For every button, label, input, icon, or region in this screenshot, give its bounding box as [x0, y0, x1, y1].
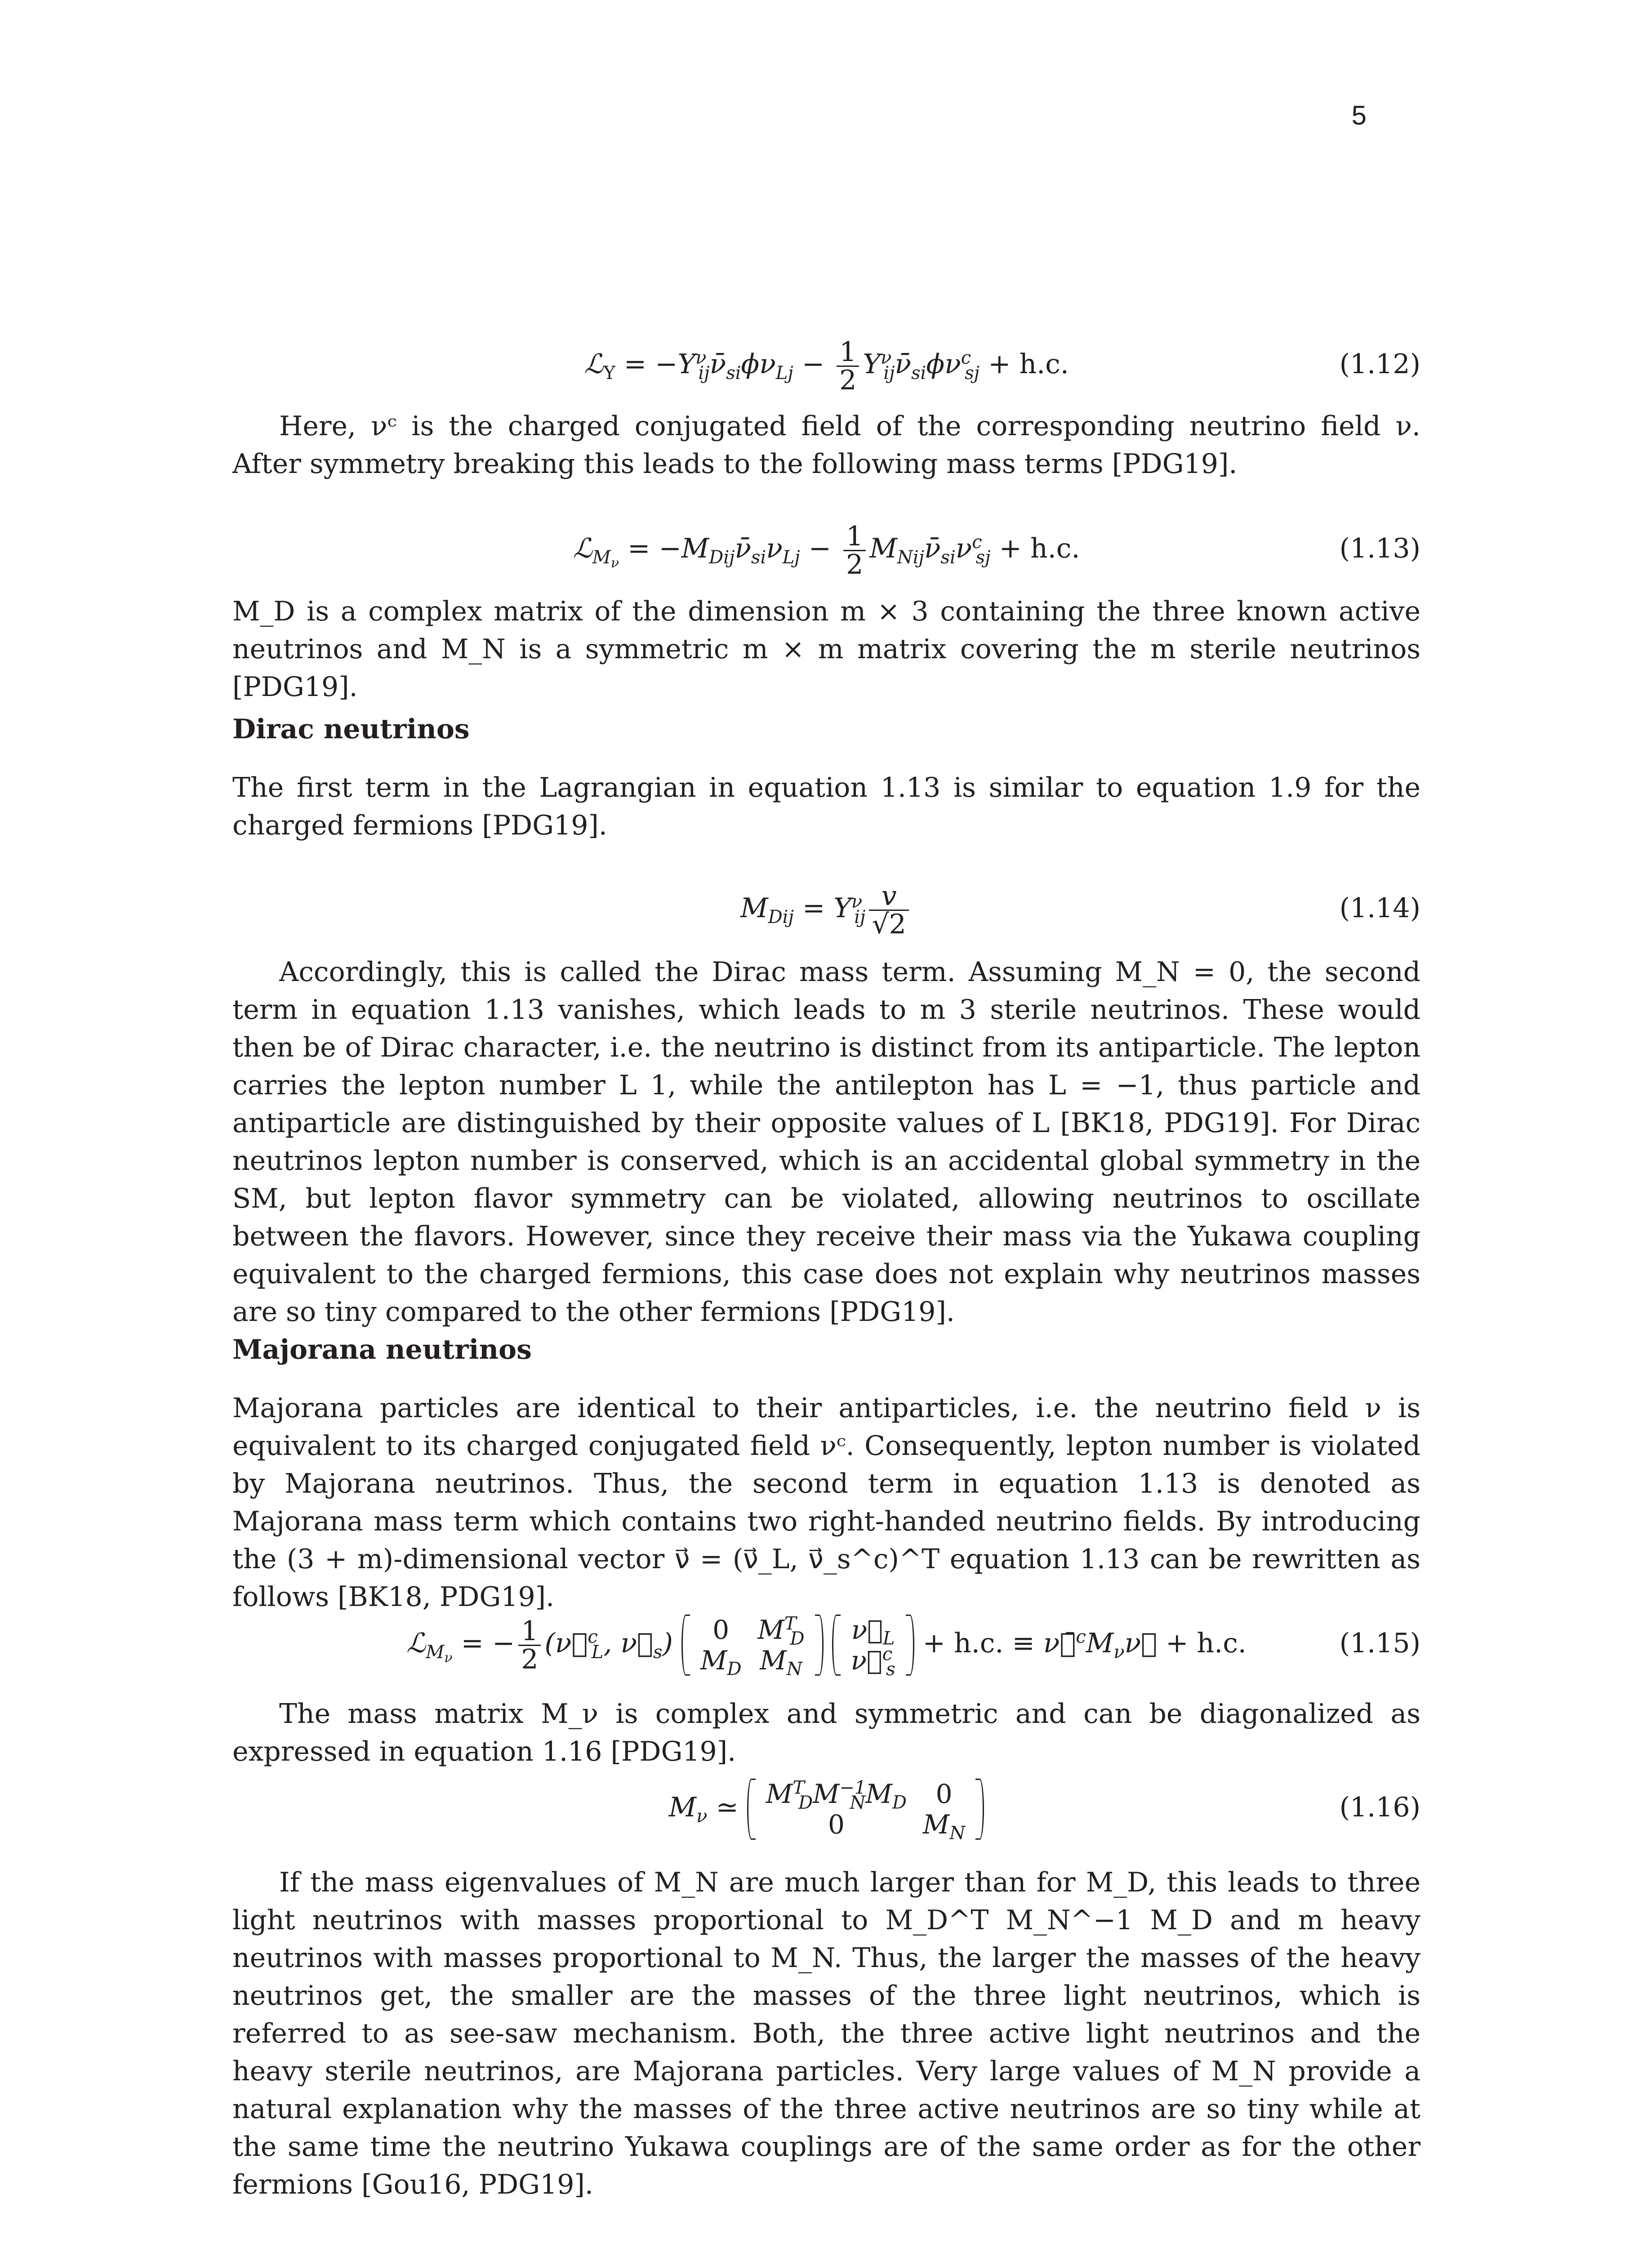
equation-1-13 — [232, 519, 1420, 578]
paragraph-6-text: The mass matrix M_ν is complex and symmetric and can be diagonalized as expressed in equation 1.16 [PDG19]. — [232, 1698, 1420, 1767]
paragraph-2-text: M_D is a complex matrix of the dimension m × 3 containing the three known active neutrinos and M_N is a symmetric m × m matrix covering the m sterile neutrinos [PDG19]. — [232, 596, 1420, 703]
heading-majorana — [232, 1331, 1420, 1369]
equation-1-16-body: $M_\nu$ ≃ $M^T_DM^{-1}_NM_D$ 0 0 $M_N$ — [232, 1769, 1420, 1846]
paragraph-4 — [232, 953, 1420, 1331]
mass-matrix: 0 $M^T_D$ $M_D$ $M_N$ — [681, 1615, 824, 1676]
equation-1-16-number: (1.16) — [1339, 1792, 1420, 1823]
equation-1-14-number: (1.14) — [1339, 892, 1420, 924]
paragraph-7-text: If the mass eigenvalues of M_N are much larger than for M_D, this leads to three light neutrinos with masses proportional to M_D^T M_N^−1 M_D and m heavy neutrinos with masses proportional to M_N. Thus, the larger the masses of the heavy neutrinos get, the smaller are the masses of the three light neutrinos, which is referred to as see-saw mechanism. Both, the three active light neutrinos and the heavy sterile neutrinos, are Majorana particles. Very large values of M_N provide a natural explanation why the masses of the three active neutrinos are so tiny while at the same time the neutrino Yukawa couplings are of the same order as for the other fermions [Gou16, PDG19]. — [232, 1867, 1420, 2200]
paragraph-4-text: Accordingly, this is called the Dirac mass term. Assuming M_N = 0, the second term in equation 1.13 vanishes, which leads to m 3 sterile neutrinos. These would then be of Dirac character, i.e. the neutrino is distinct from its antiparticle. The lepton carries the lepton number L 1, while the antilepton has L = −1, thus particle and antiparticle are distinguished by their opposite values of L [BK18, PDG19]. For Dirac neutrinos lepton number is conserved, which is an accidental global symmetry in the SM, but lepton flavor symmetry can be violated, allowing neutrinos to oscillate between the flavors. However, since they receive their mass via the Yukawa coupling equivalent to the charged fermions, this case does not explain why neutrinos masses are so tiny compared to the other fermions [PDG19]. — [232, 956, 1420, 1328]
equation-1-16 — [232, 1769, 1420, 1846]
diagonal-matrix: $M^T_DM^{-1}_NM_D$ 0 0 $M_N$ — [747, 1779, 984, 1840]
paragraph-5-text: Majorana particles are identical to their antiparticles, i.e. the neutrino field ν is equivalent to its charged conjugated field νᶜ. Consequently, lepton number is violated by Majorana neutrinos. Thus, the second term in equation 1.13 is denoted as Majorana mass term which contains two right-handed neutrino fields. By introducing the (3 + m)-dimensional vector ν⃗ = (ν⃗_L, ν⃗_s^c)^T equation 1.13 can be rewritten as follows [BK18, PDG19]. — [232, 1392, 1420, 1613]
paragraph-5 — [232, 1389, 1420, 1616]
heading-dirac — [232, 710, 1420, 748]
equation-1-14-body: $M_{Dij} = Y^\nu_{ij}$ $\frac{v}{√2}$ — [232, 879, 1420, 938]
page-number: 5 — [1351, 100, 1367, 130]
heading-majorana-text: Majorana neutrinos — [232, 1334, 532, 1365]
paragraph-7 — [232, 1864, 1420, 2203]
heading-dirac-text: Dirac neutrinos — [232, 714, 470, 745]
paragraph-6 — [232, 1695, 1420, 1771]
equation-1-13-number: (1.13) — [1339, 533, 1420, 564]
paragraph-3-text: The first term in the Lagrangian in equation 1.13 is similar to equation 1.9 for the charged fermions [PDG19]. — [232, 772, 1420, 841]
equation-1-15 — [232, 1605, 1420, 1682]
equation-1-14 — [232, 879, 1420, 946]
equation-1-13-body: ℒ$_{M_\nu}$ = $-M_{Dij}\nū_{si}\nu_{Lj}$ − $\frac{1}{2}$ $M_{Nij}\nū_{si}\nu^c_{sj} + h.c$. — [573, 520, 1080, 580]
paragraph-1 — [232, 407, 1420, 483]
paragraph-2 — [232, 593, 1420, 706]
equation-1-15-number: (1.15) — [1339, 1628, 1420, 1659]
vector-matrix: $\nu⃗_L$ ν⃗$^c_s$ — [832, 1615, 914, 1676]
equation-1-12-number: (1.12) — [1339, 348, 1420, 380]
equation-1-15-body: ℒ$_{M_\nu}$ = − $\frac{1}{2}$ (ν⃗$^c_L$, $\nu⃗_s$) 0 $M^T_D$ $M_D$ $M_N$ $\nu⃗_L$ ν⃗$^c_s$ + h.c. ≡ $\nu⃗̄^cM_\nu\nu⃗ + h.c$. — [406, 1614, 1247, 1680]
paragraph-1-text: Here, νᶜ is the charged conjugated field of the corresponding neutrino field ν. After symmetry breaking this leads to the following mass terms [PDG19]. — [232, 410, 1420, 480]
equation-1-12 — [232, 335, 1420, 396]
equation-1-12-body: ℒ$_Y$ = $-Y^\nu_{ij}\nū_{si}\phi\nu_{Lj}$ − $\frac{1}{2}$ $Y^\nu_{ij}\nū_{si}\phi\nu^c_{sj} + h.c$. — [584, 336, 1069, 396]
paragraph-3 — [232, 769, 1420, 844]
